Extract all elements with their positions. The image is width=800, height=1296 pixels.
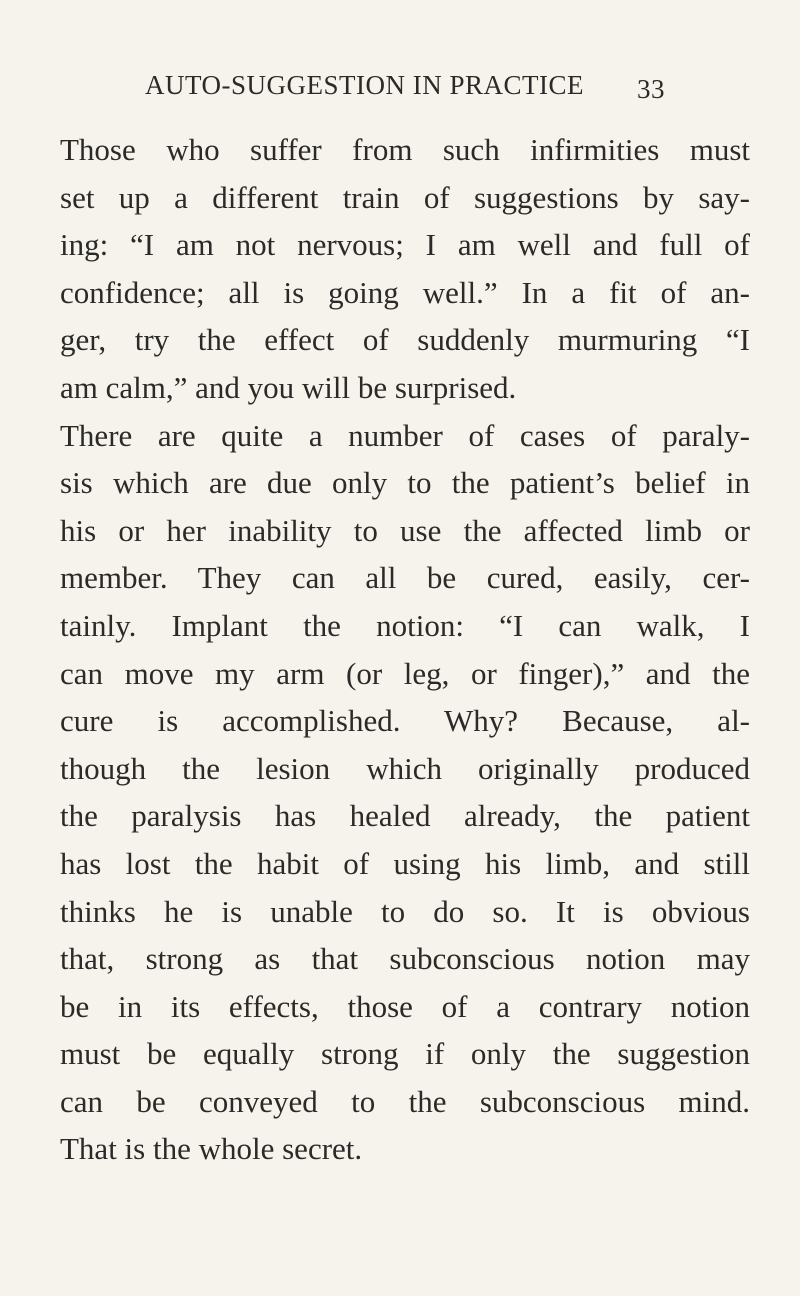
text-line: can be conveyed to the subconscious mind. — [60, 1083, 750, 1119]
text-line: confidence; all is going well.” In a fit of an- — [60, 274, 750, 310]
text-line: ing: “I am not nervous; I am well and full of — [60, 227, 750, 263]
running-head — [145, 70, 665, 110]
text-line: has lost the habit of using his limb, and still — [60, 845, 750, 881]
text-line: member. They can all be cured, easily, cer- — [60, 560, 750, 596]
text-line: That is the whole secret. — [60, 1131, 363, 1167]
text-line: Those who suffer from such infirmities must — [60, 132, 750, 167]
text-line: can move my arm (or leg, or finger),” and the — [60, 655, 750, 691]
text-line: his or her inability to use the affected limb or — [60, 512, 750, 548]
body-text — [60, 126, 750, 1173]
text-line: thinks he is unable to do so. It is obvious — [60, 893, 750, 929]
text-line: the paralysis has healed already, the patient — [60, 798, 750, 834]
text-line: sis which are due only to the patient’s belief in — [60, 465, 750, 501]
text-line: set up a different train of suggestions by say- — [60, 179, 750, 215]
text-line: am calm,” and you will be surprised. — [60, 369, 517, 405]
text-line: though the lesion which originally produced — [60, 750, 750, 786]
running-title: AUTO-SUGGESTION IN PRACTICE — [145, 70, 585, 100]
text-line: ger, try the effect of suddenly murmuring “I — [60, 322, 750, 358]
text-line: tainly. Implant the notion: “I can walk, I — [60, 607, 750, 643]
page-number: 33 — [637, 74, 665, 104]
text-line: that, strong as that subconscious notion may — [60, 941, 750, 977]
text-line: be in its effects, those of a contrary notion — [60, 988, 750, 1024]
text-line: There are quite a number of cases of paraly- — [60, 417, 750, 453]
text-line: cure is accomplished. Why? Because, al- — [60, 703, 750, 739]
text-line: must be equally strong if only the suggestion — [60, 1036, 750, 1072]
